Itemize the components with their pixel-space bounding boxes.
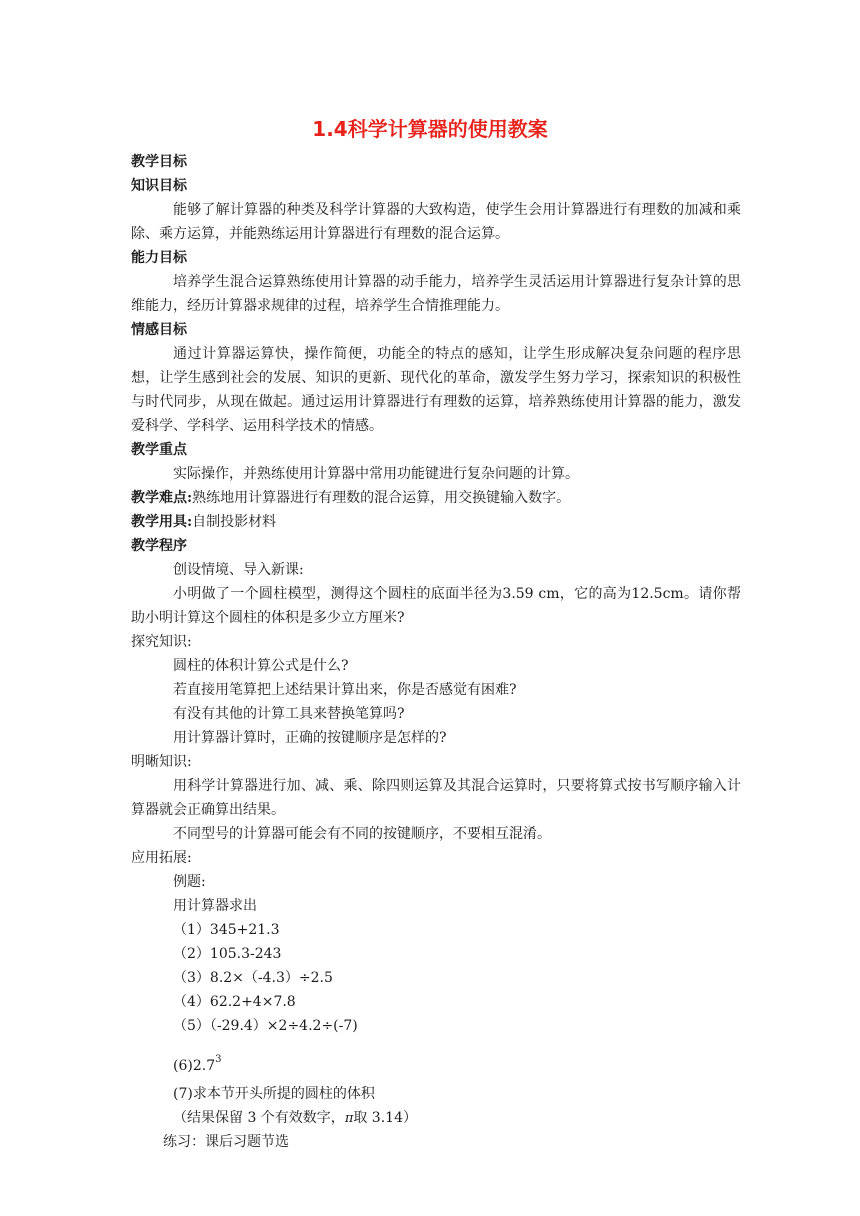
problem-item: （4）62.2+4×7.8 [173, 994, 296, 1010]
explore-item: 用计算器计算时，正确的按键顺序是怎样的? [173, 730, 447, 746]
intro-label: 创设情境、导入新课: [173, 562, 304, 578]
problem-7: (7)求本节开头所提的圆柱的体积 [173, 1086, 375, 1102]
procedure-heading: 教学程序 [131, 538, 187, 554]
problem-6-exponent: 3 [215, 1054, 222, 1065]
pi-symbol: π [344, 1111, 354, 1126]
difficulty-row [131, 486, 741, 510]
tools-row [131, 510, 741, 534]
problem-item: （2）105.3-243 [173, 946, 282, 962]
difficulty-label: 教学难点: [131, 490, 193, 506]
problem-6 [131, 1048, 741, 1072]
practice-line: 练习：课后习题节选 [163, 1134, 289, 1150]
problem-7-note-prefix: （结果保留 3 个有效数字， [173, 1110, 345, 1126]
goals-heading: 教学目标 [131, 154, 187, 170]
intro-text: 小明做了一个圆柱模型，测得这个圆柱的底面半径为3.59 cm，它的高为12.5cm。请你帮助小明计算这个圆柱的体积是多少立方厘米? [131, 586, 741, 626]
problem-7-note [131, 1106, 741, 1130]
explore-label: 探究知识: [131, 634, 192, 650]
page-title: 1.4科学计算器的使用教案 [312, 117, 548, 141]
explore-item: 若直接用笔算把上述结果计算出来，你是否感觉有困难? [173, 682, 517, 698]
tools-label: 教学用具: [131, 514, 193, 530]
example-intro: 用计算器求出 [173, 898, 257, 914]
ability-text: 培养学生混合运算熟练使用计算器的动手能力，培养学生灵活运用计算器进行复杂计算的思维能力，经历计算器求规律的过程，培养学生合情推理能力。 [131, 274, 741, 314]
key-heading: 教学重点 [131, 442, 187, 458]
problem-item: （1）345+21.3 [173, 922, 280, 938]
clarify-text-2: 不同型号的计算器可能会有不同的按键顺序，不要相互混淆。 [173, 826, 551, 842]
emotion-heading: 情感目标 [131, 322, 187, 338]
tools-text: 自制投影材料 [192, 514, 277, 530]
apply-label: 应用拓展: [131, 850, 192, 866]
document-body [131, 150, 741, 1154]
problem-6-base: (6)2.7 [173, 1058, 216, 1074]
example-label: 例题: [173, 874, 206, 890]
problem-item: （3）8.2×（-4.3）÷2.5 [173, 970, 333, 986]
clarify-label: 明晰知识: [131, 754, 192, 770]
problem-item: （5）（-29.4）×2÷4.2÷(-7) [173, 1018, 358, 1034]
problem-7-note-suffix: 取 3.14） [353, 1110, 417, 1126]
knowledge-heading: 知识目标 [131, 178, 187, 194]
clarify-text-1: 用科学计算器进行加、减、乘、除四则运算及其混合运算时，只要将算式按书写顺序输入计算器就会正确算出结果。 [131, 778, 741, 818]
knowledge-text: 能够了解计算器的种类及科学计算器的大致构造，使学生会用计算器进行有理数的加减和乘除、乘方运算，并能熟练运用计算器进行有理数的混合运算。 [131, 202, 741, 242]
emotion-text: 通过计算器运算快，操作简便，功能全的特点的感知，让学生形成解决复杂问题的程序思想，让学生感到社会的发展、知识的更新、现代化的革命，激发学生努力学习，探索知识的积极性与时代同步，从现在做起。通过运用计算器进行有理数的运算，培养熟练使用计算器的能力，激发爱科学、学科学、运用科学技术的情感。 [131, 346, 741, 434]
explore-item: 有没有其他的计算工具来替换笔算吗? [173, 706, 405, 722]
ability-heading: 能力目标 [131, 250, 187, 266]
difficulty-text: 熟练地用计算器进行有理数的混合运算，用交换键输入数字。 [192, 490, 571, 506]
key-text: 实际操作，并熟练使用计算器中常用功能键进行复杂问题的计算。 [173, 466, 579, 482]
explore-item: 圆柱的体积计算公式是什么? [173, 658, 349, 674]
